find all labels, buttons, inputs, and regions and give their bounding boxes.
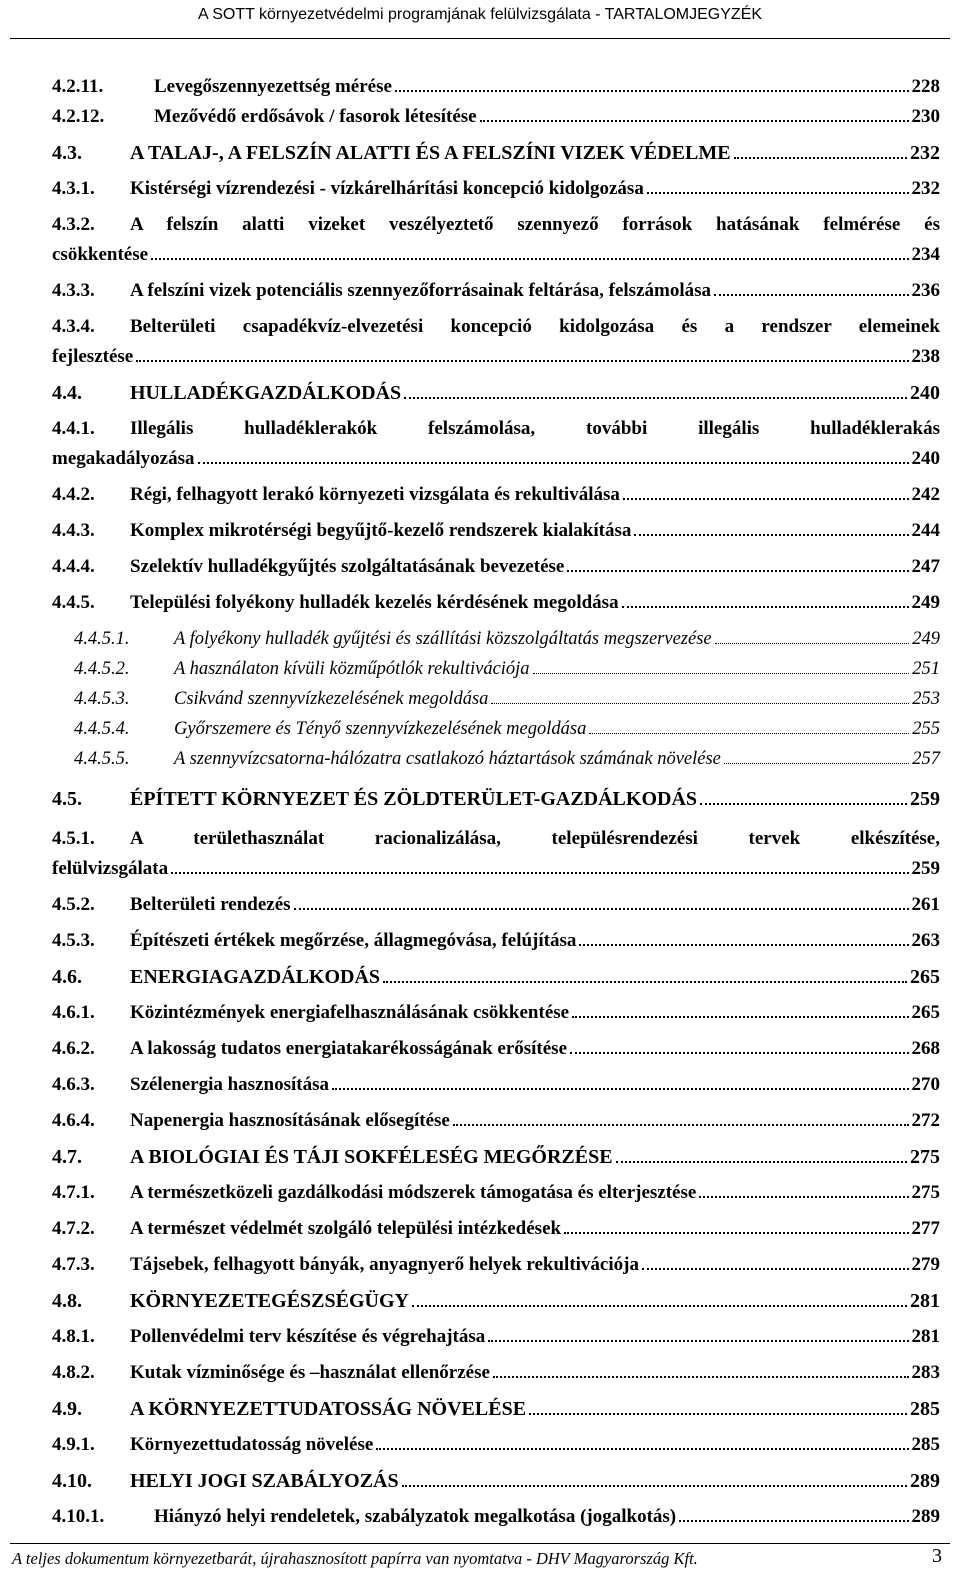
- footer-note: A teljes dokumentum környezetbarát, újrahasznosított papírra van nyomtatva - DHV Magyarország Kft.: [12, 1549, 698, 1568]
- dot-leader: [198, 462, 909, 464]
- dot-leader: [402, 1485, 907, 1487]
- toc-page: 257: [912, 749, 940, 769]
- toc-section-entry[interactable]: [52, 1466, 940, 1496]
- toc-number: 4.8.2.: [52, 1362, 95, 1383]
- toc-number: 4.6.3.: [52, 1074, 95, 1095]
- toc-page: 283: [911, 1362, 940, 1383]
- toc-title: A természet védelmét szolgáló települési intézkedések: [130, 1218, 562, 1239]
- toc-title: KÖRNYEZETEGÉSZSÉGÜGY: [130, 1290, 409, 1312]
- dot-leader: [332, 1088, 909, 1090]
- toc-title: HELYI JOGI SZABÁLYOZÁS: [130, 1470, 399, 1492]
- dot-leader: [623, 498, 909, 500]
- toc-page: 277: [911, 1218, 940, 1239]
- toc-title: Pollenvédelmi terv készítése és végrehajtása: [130, 1326, 486, 1347]
- dot-leader: [412, 1305, 907, 1307]
- toc-title: Tájsebek, felhagyott bányák, anyagnyerő helyek rekultivációja: [130, 1254, 639, 1275]
- toc-page: 244: [911, 520, 940, 541]
- toc-number: 4.10.: [52, 1470, 92, 1492]
- toc-entry[interactable]: [52, 1070, 940, 1100]
- toc-title: Környezettudatosság növelése: [130, 1434, 374, 1455]
- toc-page: 285: [911, 1434, 940, 1455]
- toc-title: A KÖRNYEZETTUDATOSSÁG NÖVELÉSE: [130, 1398, 527, 1420]
- toc-number: 4.6.2.: [52, 1038, 95, 1059]
- toc-number: 4.4.5.3.: [74, 689, 130, 709]
- toc-page: 261: [911, 894, 940, 915]
- toc-entry-wrapped[interactable]: [52, 210, 940, 270]
- toc-section-entry[interactable]: [52, 1394, 940, 1424]
- toc-number: 4.9.: [52, 1398, 82, 1420]
- toc-number: 4.4.2.: [52, 484, 95, 505]
- toc-number: 4.4.5.5.: [74, 749, 130, 769]
- toc-entry[interactable]: [52, 1358, 940, 1388]
- dot-leader: [294, 908, 909, 910]
- toc-entry[interactable]: [52, 102, 940, 132]
- dot-leader: [383, 981, 907, 983]
- toc-title: Kistérségi vízrendezési - vízkárelhárítási koncepció kidolgozása: [130, 178, 644, 199]
- dot-leader: [724, 763, 909, 764]
- toc-entry[interactable]: [52, 516, 940, 546]
- toc-subentry[interactable]: [52, 654, 940, 684]
- toc-title: A természetközeli gazdálkodási módszerek támogatása és elterjesztése: [130, 1182, 697, 1203]
- dot-leader: [715, 643, 910, 644]
- toc-number: 4.3.1.: [52, 178, 95, 199]
- toc-page: 249: [911, 592, 940, 613]
- toc-title-continuation: fejlesztése: [52, 346, 134, 367]
- toc-page: 265: [910, 966, 940, 988]
- dot-leader: [404, 397, 907, 399]
- table-of-contents: [52, 72, 940, 1532]
- dot-leader: [699, 1196, 908, 1198]
- toc-number: 4.7.2.: [52, 1218, 95, 1239]
- toc-page: 281: [911, 1326, 940, 1347]
- toc-number: 4.6.1.: [52, 1002, 95, 1023]
- toc-title: ENERGIAGAZDÁLKODÁS: [130, 966, 381, 988]
- toc-number: 4.5.1.: [52, 828, 95, 849]
- toc-number: 4.10.1.: [52, 1506, 105, 1527]
- toc-page: 279: [911, 1254, 940, 1275]
- toc-number: 4.4.5.4.: [74, 719, 130, 739]
- toc-section-entry[interactable]: [52, 1142, 940, 1172]
- dot-leader: [616, 1161, 907, 1163]
- toc-title: Komplex mikrotérségi begyűjtő-kezelő rendszerek kialakítása: [130, 520, 632, 541]
- toc-title: A szennyvízcsatorna-hálózatra csatlakozó háztartások számának növelése: [174, 749, 721, 769]
- toc-number: 4.5.2.: [52, 894, 95, 915]
- toc-page: 270: [911, 1074, 940, 1095]
- toc-number: 4.4.1.: [52, 418, 95, 439]
- toc-page: 259: [911, 858, 940, 879]
- toc-number: 4.6.: [52, 966, 82, 988]
- toc-title: HULLADÉKGAZDÁLKODÁS: [130, 382, 402, 404]
- toc-title: A BIOLÓGIAI ÉS TÁJI SOKFÉLESÉG MEGŐRZÉSE: [130, 1146, 613, 1168]
- toc-title: Települési folyékony hulladék kezelés kérdésének megoldása: [130, 592, 619, 613]
- toc-entry-wrapped[interactable]: [52, 414, 940, 474]
- toc-entry-wrapped[interactable]: [52, 312, 940, 372]
- toc-number: 4.8.: [52, 1290, 82, 1312]
- dot-leader: [714, 294, 908, 296]
- dot-leader: [572, 1016, 908, 1018]
- toc-page: 240: [910, 382, 940, 404]
- toc-number: 4.7.: [52, 1146, 82, 1168]
- toc-entry[interactable]: [52, 1178, 940, 1208]
- toc-page: 272: [911, 1110, 940, 1131]
- toc-number: 4.4.3.: [52, 520, 95, 541]
- toc-title: Szélenergia hasznosítása: [130, 1074, 329, 1095]
- toc-subentry[interactable]: [52, 744, 940, 774]
- toc-title: Belterületi csapadékvíz-elvezetési koncepció kidolgozása és a rendszer elemeinek: [130, 316, 940, 337]
- dot-leader: [589, 733, 909, 734]
- toc-page: 281: [910, 1290, 940, 1312]
- toc-entry[interactable]: [52, 588, 940, 618]
- toc-page: 259: [910, 788, 940, 810]
- toc-number: 4.3.: [52, 142, 82, 164]
- toc-number: 4.3.4.: [52, 316, 95, 337]
- toc-title: A használaton kívüli közműpótlók rekultivációja: [174, 659, 530, 679]
- dot-leader: [151, 258, 908, 260]
- toc-page: 230: [911, 106, 940, 127]
- toc-title: Közintézmények energiafelhasználásának csökkentése: [130, 1002, 570, 1023]
- dot-leader: [488, 1340, 908, 1342]
- dot-leader: [395, 90, 909, 92]
- toc-page: 265: [911, 1002, 940, 1023]
- toc-section-entry[interactable]: [52, 1286, 940, 1316]
- dot-leader: [567, 570, 908, 572]
- toc-page: 289: [910, 1470, 940, 1492]
- toc-page: 234: [911, 244, 940, 265]
- toc-title-continuation: csökkentése: [52, 244, 149, 265]
- toc-title: Belterületi rendezés: [130, 894, 291, 915]
- toc-entry-wrapped[interactable]: [52, 824, 940, 884]
- toc-title: A felszíni vizek potenciális szennyezőforrásainak feltárása, felszámolása: [130, 280, 712, 301]
- toc-entry[interactable]: [52, 480, 940, 510]
- dot-leader: [493, 1376, 909, 1378]
- toc-title: Régi, felhagyott lerakó környezeti vizsgálata és rekultiválása: [130, 484, 620, 505]
- toc-number: 4.2.12.: [52, 106, 105, 127]
- toc-title: A felszín alatti vizeket veszélyeztető szennyező források hatásának felmérése és: [130, 214, 940, 235]
- toc-entry[interactable]: [52, 1322, 940, 1352]
- toc-entry[interactable]: [52, 72, 940, 102]
- toc-subentry[interactable]: [52, 624, 940, 654]
- toc-title: Hiányzó helyi rendeletek, szabályzatok megalkotása (jogalkotás): [154, 1506, 677, 1527]
- toc-number: 4.4.5.1.: [74, 629, 130, 649]
- toc-title: Levegőszennyezettség mérése: [154, 76, 392, 97]
- toc-number: 4.6.4.: [52, 1110, 95, 1131]
- dot-leader: [700, 803, 907, 805]
- toc-title: Győrszemere és Tényő szennyvízkezelésének megoldása: [174, 719, 587, 739]
- toc-number: 4.2.11.: [52, 76, 104, 97]
- toc-title: A folyékony hulladék gyűjtési és szállítási közszolgáltatás megszervezése: [174, 629, 712, 649]
- dot-leader: [647, 192, 909, 194]
- toc-page: 242: [911, 484, 940, 505]
- toc-title: Mezővédő erdősávok / fasorok létesítése: [154, 106, 477, 127]
- dot-leader: [570, 1052, 908, 1054]
- toc-page: 255: [912, 719, 940, 739]
- dot-leader: [579, 944, 908, 946]
- dot-leader: [642, 1268, 909, 1270]
- toc-title: Kutak vízminősége és –használat ellenőrzése: [130, 1362, 490, 1383]
- toc-subentry[interactable]: [52, 684, 940, 714]
- toc-entry[interactable]: [52, 1502, 940, 1532]
- dot-leader: [171, 872, 908, 874]
- toc-title: ÉPÍTETT KÖRNYEZET ÉS ZÖLDTERÜLET-GAZDÁLKODÁS: [130, 788, 698, 810]
- toc-number: 4.4.5.: [52, 592, 95, 613]
- toc-page: 249: [912, 629, 940, 649]
- dot-leader: [679, 1520, 908, 1522]
- toc-number: 4.4.: [52, 382, 82, 404]
- toc-number: 4.5.: [52, 788, 82, 810]
- toc-page: 253: [912, 689, 940, 709]
- dot-leader: [634, 534, 908, 536]
- header-rule: [10, 38, 950, 39]
- toc-page: 275: [910, 1146, 940, 1168]
- toc-page: 263: [911, 930, 940, 951]
- toc-page: 228: [911, 76, 940, 97]
- toc-section-entry[interactable]: [52, 138, 940, 168]
- toc-entry[interactable]: [52, 1430, 940, 1460]
- toc-entry[interactable]: [52, 926, 940, 956]
- toc-entry[interactable]: [52, 276, 940, 306]
- toc-entry[interactable]: [52, 174, 940, 204]
- dot-leader: [533, 673, 910, 674]
- toc-page: 275: [911, 1182, 940, 1203]
- dot-leader: [491, 703, 909, 704]
- toc-page: 238: [911, 346, 940, 367]
- toc-number: 4.4.5.2.: [74, 659, 130, 679]
- footer-rule: [10, 1543, 950, 1544]
- dot-leader: [622, 606, 909, 608]
- toc-title-continuation: megakadályozása: [52, 448, 195, 469]
- toc-entry[interactable]: [52, 1034, 940, 1064]
- toc-number: 4.4.4.: [52, 556, 95, 577]
- toc-section-entry[interactable]: [52, 962, 940, 992]
- toc-number: 4.7.3.: [52, 1254, 95, 1275]
- toc-title: Illegális hulladéklerakók felszámolása, további illegális hulladéklerakás: [130, 418, 940, 439]
- toc-page: 268: [911, 1038, 940, 1059]
- toc-number: 4.8.1.: [52, 1326, 95, 1347]
- toc-entry[interactable]: [52, 1214, 940, 1244]
- toc-page: 251: [912, 659, 940, 679]
- toc-page: 247: [911, 556, 940, 577]
- toc-number: 4.5.3.: [52, 930, 95, 951]
- toc-title: Csikvánd szennyvízkezelésének megoldása: [174, 689, 489, 709]
- dot-leader: [734, 157, 907, 159]
- toc-number: 4.3.2.: [52, 214, 95, 235]
- dot-leader: [136, 360, 908, 362]
- dot-leader: [480, 120, 909, 122]
- toc-section-entry[interactable]: [52, 784, 940, 814]
- toc-title-continuation: felülvizsgálata: [52, 858, 169, 879]
- toc-page: 236: [911, 280, 940, 301]
- toc-entry[interactable]: [52, 1106, 940, 1136]
- running-header: A SOTT környezetvédelmi programjának felülvizsgálata - TARTALOMJEGYZÉK: [197, 6, 763, 23]
- toc-page: 232: [910, 142, 940, 164]
- dot-leader: [564, 1232, 908, 1234]
- dot-leader: [376, 1448, 908, 1450]
- toc-entry[interactable]: [52, 552, 940, 582]
- toc-page: 289: [911, 1506, 940, 1527]
- toc-entry[interactable]: [52, 890, 940, 920]
- toc-number: 4.9.1.: [52, 1434, 95, 1455]
- toc-page: 232: [911, 178, 940, 199]
- toc-page: 240: [911, 448, 940, 469]
- toc-title: A területhasználat racionalizálása, településrendezési tervek elkészítése,: [130, 828, 940, 849]
- toc-number: 4.3.3.: [52, 280, 95, 301]
- toc-title: Szelektív hulladékgyűjtés szolgáltatásának bevezetése: [130, 556, 565, 577]
- toc-entry[interactable]: [52, 1250, 940, 1280]
- page-number: 3: [932, 1545, 942, 1567]
- toc-title: A lakosság tudatos energiatakarékosságának erősítése: [130, 1038, 568, 1059]
- toc-number: 4.7.1.: [52, 1182, 95, 1203]
- toc-page: 285: [910, 1398, 940, 1420]
- toc-title: Építészeti értékek megőrzése, állagmegóvása, felújítása: [130, 930, 577, 951]
- toc-title: Napenergia hasznosításának elősegítése: [130, 1110, 450, 1131]
- dot-leader: [529, 1413, 907, 1415]
- toc-title: A TALAJ-, A FELSZÍN ALATTI ÉS A FELSZÍNI VIZEK VÉDELME: [130, 142, 731, 164]
- dot-leader: [453, 1124, 909, 1126]
- toc-subentry[interactable]: [52, 714, 940, 744]
- toc-entry[interactable]: [52, 998, 940, 1028]
- toc-section-entry[interactable]: [52, 378, 940, 408]
